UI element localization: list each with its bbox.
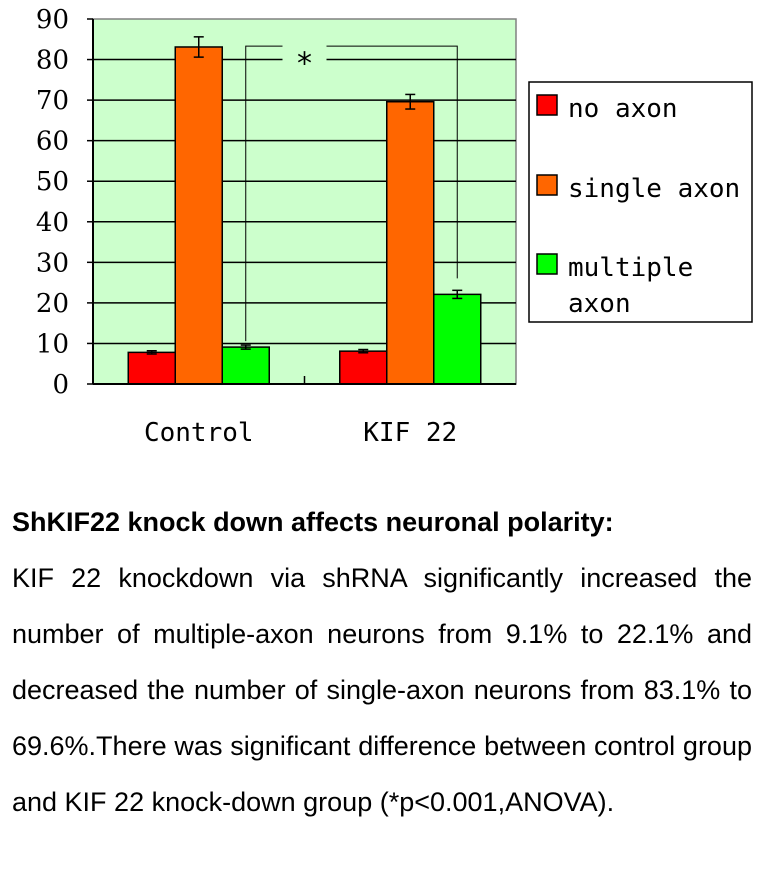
- x-category-label: Control: [143, 418, 254, 448]
- y-tick-label: 20: [35, 288, 69, 319]
- y-tick-label: 50: [35, 167, 69, 198]
- y-tick-label: 80: [35, 45, 69, 76]
- bar-single-axon-Control: [175, 47, 222, 384]
- bar-single-axon-KIF-22: [387, 102, 434, 384]
- significance-star: *: [297, 46, 312, 82]
- legend-swatch: [537, 95, 557, 115]
- caption-title: ShKIF22 knock down affects neuronal polarity:: [12, 507, 614, 537]
- legend-label-no-axon: no axon: [568, 94, 678, 124]
- y-tick-label: 60: [35, 126, 69, 157]
- legend: [529, 82, 752, 322]
- bar-no-axon-KIF-22: [340, 351, 387, 384]
- legend-label-single-axon: single axon: [568, 174, 741, 204]
- y-tick-label: 0: [52, 370, 69, 400]
- legend-swatch: [537, 254, 557, 274]
- bar-multiple-axon-KIF-22: [434, 294, 481, 384]
- x-axis-labels: [144, 418, 457, 448]
- bar-multiple-axon-Control: [222, 347, 269, 384]
- figure-caption: [12, 494, 752, 830]
- legend-swatch: [537, 175, 557, 195]
- y-tick-label: 90: [35, 5, 69, 35]
- y-tick-label: 40: [35, 207, 69, 238]
- x-category-label: KIF 22: [363, 418, 458, 448]
- y-tick-label: 30: [35, 248, 69, 279]
- caption-body: KIF 22 knockdown via shRNA significantly increased the number of multiple-axon neurons from 9.1% to 22.1% and decreased the number of single-axon neurons from 83.1% to 69.6%.There was significant difference between control group and KIF 22 knock-down group (*p<0.001,ANOVA).: [12, 563, 752, 817]
- bar-no-axon-Control: [128, 352, 175, 384]
- y-tick-label: 10: [35, 329, 69, 360]
- y-tick-label: 70: [35, 86, 69, 117]
- legend-label-multiple-axon: multiple axon: [568, 253, 694, 319]
